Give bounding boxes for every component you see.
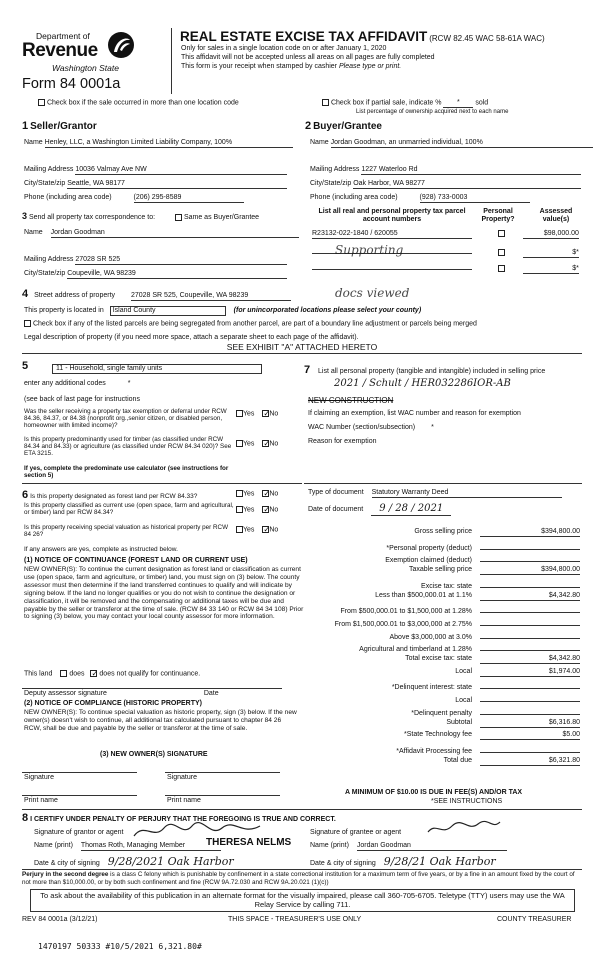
notice-continuance-body: NEW OWNER(S): To continue the current designation as forest land or classification as current use (open space, farm and agriculture, or timber) land, you must sign on (3) below. The county assessor must then determine if the land transferred continues to qualify and will indicate by signing below. If the land no longer qualifies or you do not wish to continue the designation or classification, it will be removed and the compensating or additional taxes will be due and payable by the seller or transferor at the time of sale. (RCW 84 33 140 or RCW 84 34 108) Prior to signing (3) below, you may contact your local county assessor for more information. xyxy=(24,566,304,621)
q-timber-agriculture: Is this property predominantly used for timber (as classified under RCW 84.34 and 84.33) or agriculture (as classified under RCW 84.34 020)? See ETA 3215. xyxy=(24,436,232,458)
notice-compliance-body: NEW OWNER(S): To continue special valuation as historic property, sign (3) below. If the new owner(s) doesn't wish to continue, all additional tax calculated pursuant to chapter 84 26 RCW, shall be due and payable by the seller or transferor at the time of sale. xyxy=(24,709,297,732)
yes-label: Yes xyxy=(243,526,255,534)
grantee-date-field[interactable]: 9/28/21 Oak Harbor xyxy=(384,856,554,870)
buyer-city-field[interactable]: Oak Harbor, WA 98277 xyxy=(353,180,581,189)
legal-description-label: Legal description of property (if you need more space, attach a separate sheet to each page of the affidavit). xyxy=(24,334,359,341)
grantee-name-label: Name (print) xyxy=(310,842,349,849)
new-owner-sig-title: (3) NEW OWNER(S) SIGNATURE xyxy=(100,751,208,758)
grantee-sig-label: Signature of grantee or agent xyxy=(310,829,402,836)
tax-row-value[interactable] xyxy=(480,680,580,689)
tax-row-value[interactable] xyxy=(480,541,580,550)
parcel-number-field[interactable] xyxy=(312,262,472,270)
buyer-name-label: Name xyxy=(310,139,329,146)
grantor-date-field[interactable]: 9/28/2021 Oak Harbor xyxy=(108,856,278,870)
q-historic: Is this property receiving special valuation as historical property per RCW 84 26? xyxy=(24,524,229,539)
grantor-name-field[interactable]: Thomas Roth, Managing Member xyxy=(81,842,221,851)
yes-label: Yes xyxy=(243,410,255,418)
tax-row-label: Taxable selling price xyxy=(408,566,472,574)
see-instructions-note: *SEE INSTRUCTIONS xyxy=(431,798,503,805)
does-label: does xyxy=(69,670,85,678)
form-number: Form 84 0001a xyxy=(22,76,121,92)
section-6-number: 6 xyxy=(22,489,29,501)
does-not-label: does not qualify for continuance. xyxy=(99,670,201,678)
yes-label: Yes xyxy=(243,490,255,498)
seller-mail-field[interactable]: 10036 Valmay Ave NW xyxy=(75,166,287,175)
perjury-text: is a class C felony which is punishable by confinement in a state correctional institution for a maximum term of five years, or by a fine in an amount fixed by the court of not more than $10,000.00, or by both such confinement and fine (RCW 9A.72.030 and RCW 9A.20.021 (1)(c)) xyxy=(22,871,575,886)
q-historic-yes-checkbox[interactable] xyxy=(236,526,243,533)
tax-row xyxy=(304,719,582,728)
header-note-3b: Please type or print. xyxy=(338,63,402,70)
tax-row-label: *Delinquent penalty xyxy=(411,709,472,717)
multi-location-checkbox[interactable] xyxy=(38,99,45,106)
tax-row-label: Total due xyxy=(443,756,472,764)
tax-row-label: Local xyxy=(455,667,472,675)
parcels-header-list: List all real and personal property tax parcel account numbers xyxy=(318,208,466,224)
buyer-title: Buyer/Grantee xyxy=(313,121,382,132)
partial-sale-label: Check box if partial sale, indicate % xyxy=(330,99,442,107)
corr-mail-field[interactable]: 27028 SR 525 xyxy=(75,256,287,265)
tax-row-value[interactable] xyxy=(480,642,580,651)
doc-date-field[interactable]: 9 / 28 / 2021 xyxy=(371,503,451,516)
doc-date-label: Date of document xyxy=(308,506,364,513)
tax-row-value[interactable] xyxy=(480,706,580,715)
tax-row-value[interactable]: $5.00 xyxy=(480,731,580,740)
assessed-value-field[interactable]: $98,000.00 xyxy=(523,230,579,239)
tax-row xyxy=(304,579,582,591)
deputy-date-label: Date xyxy=(203,690,219,697)
wac-number-label: WAC Number (section/subsection) xyxy=(308,424,416,431)
unincorporated-note: (for unincorporated locations please select your county) xyxy=(233,307,422,314)
dept-brand: Revenue xyxy=(22,40,98,61)
owner-sig-2-label: Signature xyxy=(167,774,197,781)
wac-number-field[interactable]: * xyxy=(431,424,434,431)
seller-name-label: Name xyxy=(24,139,43,146)
tax-row-value[interactable] xyxy=(480,630,580,639)
seller-city-label: City/State/zip xyxy=(24,180,66,187)
tax-row-value[interactable]: $4,342.80 xyxy=(480,655,580,664)
q-current-use: Is this property classified as current use (open space, farm and agricultural, or timber) land per RCW 84.34? xyxy=(24,502,234,517)
owner-print-2-label: Print name xyxy=(167,797,201,804)
q-exemption-yes-checkbox[interactable] xyxy=(236,410,243,417)
assessed-value-field[interactable]: $* xyxy=(523,265,579,274)
no-label: No xyxy=(269,440,279,448)
tax-row-label: *Delinquent interest: state xyxy=(391,684,472,692)
q-current-use-yes-checkbox[interactable] xyxy=(236,506,243,513)
tax-row xyxy=(304,642,582,654)
buyer-phone-label: Phone (including area code) xyxy=(310,194,398,201)
tax-row xyxy=(304,693,582,705)
tax-row xyxy=(304,617,582,629)
notice-compliance-title: (2) NOTICE OF COMPLIANCE (HISTORIC PROPERTY) xyxy=(24,700,202,707)
tax-row-value[interactable]: $6,321.80 xyxy=(480,757,580,766)
personal-property-label: List all personal property (tangible and intangible) included in selling price xyxy=(318,368,546,375)
deputy-sig-label: Deputy assessor signature xyxy=(24,690,107,697)
tax-row xyxy=(304,566,582,575)
tax-row-value[interactable]: $1,974.00 xyxy=(480,668,580,677)
dept-line1: Department of xyxy=(36,31,90,41)
form-title: REAL ESTATE EXCISE TAX AFFIDAVIT xyxy=(180,29,428,44)
no-label: No xyxy=(269,490,279,498)
list-percentage-note: List percentage of ownership acquired next to each name xyxy=(356,109,509,115)
tax-row-label: From $1,500,000.01 to $3,000,000 at 2.75% xyxy=(334,620,472,628)
additional-codes-field[interactable]: * xyxy=(127,380,131,387)
tax-row xyxy=(304,630,582,642)
tax-row xyxy=(304,757,582,766)
q-forest-yes-checkbox[interactable] xyxy=(236,490,243,497)
yes-label: Yes xyxy=(243,440,255,448)
use-code-select[interactable]: 11 - Household, single family units xyxy=(52,364,262,374)
alt-format-note: To ask about the availability of this publication in an alternate format for the visually impaired, please call 360-705-6705. Teletype (TTY) users may use the WA Relay Service by calling 711. xyxy=(30,889,575,912)
owner-print-1-label: Print name xyxy=(24,797,58,804)
tax-row xyxy=(304,528,582,537)
tax-row-label: Less than $500,000.01 at 1.1% xyxy=(375,591,472,599)
tax-row-label: From $500,000.01 to $1,500,000 at 1.28% xyxy=(340,608,472,616)
land-does-checkbox[interactable] xyxy=(60,670,67,677)
tax-row xyxy=(304,668,582,677)
county-select[interactable]: Island County xyxy=(110,306,226,316)
tax-row-value[interactable]: $4,342.80 xyxy=(480,592,580,601)
buyer-name-field[interactable]: Jordan Goodman, an unmarried individual, 100% xyxy=(331,139,593,148)
tax-row-value[interactable] xyxy=(480,604,580,613)
county-treasurer: COUNTY TREASURER xyxy=(497,916,572,923)
grantor-date-label: Date & city of signing xyxy=(34,860,100,867)
dept-state: Washington State xyxy=(52,63,119,73)
street-label: Street address of property xyxy=(34,292,116,299)
tax-row xyxy=(304,655,582,664)
tax-row-value[interactable]: $6,316.80 xyxy=(480,719,580,728)
segregated-checkbox[interactable] xyxy=(24,320,31,327)
tax-row-label: Local xyxy=(455,697,472,705)
yes-label: Yes xyxy=(243,506,255,514)
if-any-yes-note: If any answers are yes, complete as instructed below. xyxy=(24,546,178,553)
grantor-name-label: Name (print) xyxy=(34,842,73,849)
tax-row-label: *Personal property (deduct) xyxy=(386,544,472,552)
tax-row-label: *Affidavit Processing fee xyxy=(396,747,472,755)
tax-row xyxy=(304,541,582,553)
seller-title: Seller/Grantor xyxy=(30,121,97,132)
this-land-label: This land xyxy=(24,670,53,678)
tax-row xyxy=(304,706,582,718)
notice-continuance-title: (1) NOTICE OF CONTINUANCE (FOREST LAND OR CURRENT USE) xyxy=(24,557,248,564)
parcels-header-personal: Personal Property? xyxy=(481,208,515,224)
grantor-name-overwrite: THERESA NELMS xyxy=(206,837,292,848)
multi-location-label: Check box if the sale occurred in more than one location code xyxy=(46,99,239,107)
tax-row-label: Exemption claimed (deduct) xyxy=(385,557,472,565)
q-forest-land: Is this property designated as forest land per RCW 84.33? xyxy=(30,493,198,500)
form-title-ref: (RCW 82.45 WAC 58-61A WAC) xyxy=(429,34,545,43)
tax-row-value[interactable] xyxy=(480,744,580,753)
section-8-number: 8 xyxy=(22,812,29,824)
buyer-phone-field[interactable]: (928) 733-0003 xyxy=(420,194,530,203)
tax-row-label: Excise tax: state xyxy=(421,582,472,590)
rev-number: REV 84 0001a (3/12/21) xyxy=(22,916,98,923)
cashier-receipt: 1470197 50333 #10/5/2021 6,321.80# xyxy=(38,942,202,951)
seller-city-field[interactable]: Seattle, WA 98177 xyxy=(67,180,287,189)
tax-row-label: Agricultural and timberland at 1.28% xyxy=(359,646,472,654)
section-7-number: 7 xyxy=(304,364,311,376)
section-1-number: 1 xyxy=(22,120,29,132)
tax-row xyxy=(304,604,582,616)
segregated-label: Check box if any of the listed parcels are being segregated from another parcel, are part of a boundary line adjustment or parcels being merged xyxy=(32,320,477,328)
personal-property-checkbox[interactable] xyxy=(498,230,505,237)
doc-type-field[interactable]: Statutory Warranty Deed xyxy=(372,489,562,498)
same-as-buyer-label: Same as Buyer/Grantee xyxy=(183,214,260,221)
partial-sold-label: sold xyxy=(475,99,489,107)
q-timber-note: If yes, complete the predominate use calculator (see instructions for section 5) xyxy=(24,465,229,480)
parcel-number-field[interactable]: R23132-022-1840 / 620055 xyxy=(312,230,472,239)
personal-property-checkbox[interactable] xyxy=(498,265,505,272)
assessed-value-field[interactable]: $* xyxy=(523,249,579,258)
tax-row xyxy=(304,553,582,565)
seller-name-field[interactable]: Henley, LLC, a Washington Limited Liability Company, 100% xyxy=(45,139,293,148)
tax-row-label: Gross selling price xyxy=(414,528,472,535)
tax-row xyxy=(304,592,582,601)
see-back-note: (see back of last page for instructions xyxy=(24,396,140,403)
tax-row-label: Subtotal xyxy=(446,718,472,726)
treasurer-space: THIS SPACE - TREASURER'S USE ONLY xyxy=(228,916,362,923)
header-note-2: This affidavit will not be accepted unless all areas on all pages are fully completed xyxy=(181,54,435,61)
additional-codes-label: enter any additional codes xyxy=(24,380,106,387)
buyer-mail-label: Mailing Address xyxy=(310,166,360,173)
located-in-label: This property is located in xyxy=(24,307,104,314)
header-note-3: This form is your receipt when stamped by cashier xyxy=(181,63,338,70)
exemption-claim-label: If claiming an exemption, list WAC number and reason for exemption xyxy=(308,410,521,417)
tax-row-value[interactable] xyxy=(480,693,580,702)
street-field[interactable]: 27028 SR 525, Coupeville, WA 98239 xyxy=(131,292,291,301)
perjury-bold: Perjury in the second degree xyxy=(22,871,109,878)
corr-name-field[interactable]: Jordan Goodman xyxy=(51,229,299,238)
supporting-docs-stamp-1: Supporting xyxy=(335,243,404,257)
tax-row xyxy=(304,731,582,740)
q-exemption-deferral: Was the seller receiving a property tax exemption or deferral under RCW 84.36, 84.37, or 84.38 (nonprofit org.,senior citizen, or disabled person, homeowner with limited income)? xyxy=(24,408,227,430)
supporting-docs-stamp-2: docs viewed xyxy=(335,286,410,300)
reason-exemption-label: Reason for exemption xyxy=(308,438,377,445)
grantee-date-label: Date & city of signing xyxy=(310,860,376,867)
land-does-not-checkbox[interactable] xyxy=(90,670,97,677)
partial-sale-checkbox[interactable] xyxy=(322,99,329,106)
partial-pct-field[interactable]: * xyxy=(443,99,473,108)
seller-phone-label: Phone (including area code) xyxy=(24,194,112,201)
corr-city-label: City/State/zip xyxy=(24,270,66,277)
parcel-row xyxy=(312,230,587,239)
revenue-logo-icon xyxy=(106,30,136,60)
seller-phone-field[interactable]: (206) 295-8589 xyxy=(134,194,244,203)
tax-row-value[interactable] xyxy=(480,617,580,626)
personal-property-handwritten[interactable]: 2021 / Schult / HER032286IOR-AB xyxy=(334,378,511,389)
tax-row-value[interactable]: $394,800.00 xyxy=(480,528,580,537)
no-label: No xyxy=(269,506,279,514)
tax-row xyxy=(304,744,582,756)
grantor-sig-label: Signature of grantor or agent xyxy=(34,829,124,836)
buyer-city-label: City/State/zip xyxy=(310,180,352,187)
tax-row-label: Total excise tax: state xyxy=(405,655,472,662)
personal-property-checkbox[interactable] xyxy=(498,249,505,256)
section-5-number: 5 xyxy=(22,360,29,372)
tax-row-value[interactable]: $394,800.00 xyxy=(480,566,580,575)
certify-statement: I CERTIFY UNDER PENALTY OF PERJURY THAT THE FOREGOING IS TRUE AND CORRECT. xyxy=(30,816,336,823)
grantee-signature[interactable] xyxy=(424,818,504,841)
corr-mail-label: Mailing Address xyxy=(24,256,74,263)
grantee-signature-scribble xyxy=(424,818,504,838)
same-as-buyer-checkbox[interactable] xyxy=(175,214,182,221)
corr-city-field[interactable]: Coupeville, WA 98239 xyxy=(67,270,287,279)
section-3-number: 3 xyxy=(22,211,28,221)
header-note-1: Only for sales in a single location code on or after January 1, 2020 xyxy=(181,45,387,52)
doc-type-label: Type of document xyxy=(308,489,364,496)
correspondence-label: Send all property tax correspondence to: xyxy=(28,214,156,221)
seller-mail-label: Mailing Address xyxy=(24,166,74,173)
tax-row-value[interactable] xyxy=(480,553,580,562)
section-4-number: 4 xyxy=(22,288,29,300)
q-timber-yes-checkbox[interactable] xyxy=(236,440,243,447)
corr-name-label: Name xyxy=(24,229,43,236)
tax-row-label: Above $3,000,000 at 3.0% xyxy=(389,633,472,641)
tax-row xyxy=(304,680,582,692)
buyer-mail-field[interactable]: 1227 Waterloo Rd xyxy=(361,166,581,175)
tax-row-value[interactable] xyxy=(480,579,580,588)
no-label: No xyxy=(269,526,279,534)
struck-new-construction: NEW CONSTRUCTION xyxy=(308,396,394,405)
tax-row-label: *State Technology fee xyxy=(404,731,472,739)
owner-sig-1-label: Signature xyxy=(24,774,54,781)
grantee-name-field[interactable]: Jordan Goodman xyxy=(357,842,507,851)
no-label: No xyxy=(269,410,279,418)
parcels-header-assessed: Assessed value(s) xyxy=(539,208,573,224)
section-2-number: 2 xyxy=(305,120,312,132)
legal-description-field[interactable]: SEE EXHIBIT "A" ATTACHED HERETO xyxy=(24,343,580,354)
parcel-row xyxy=(312,262,587,274)
minimum-due-note: A MINIMUM OF $10.00 IS DUE IN FEE(S) AND/OR TAX xyxy=(345,789,523,796)
